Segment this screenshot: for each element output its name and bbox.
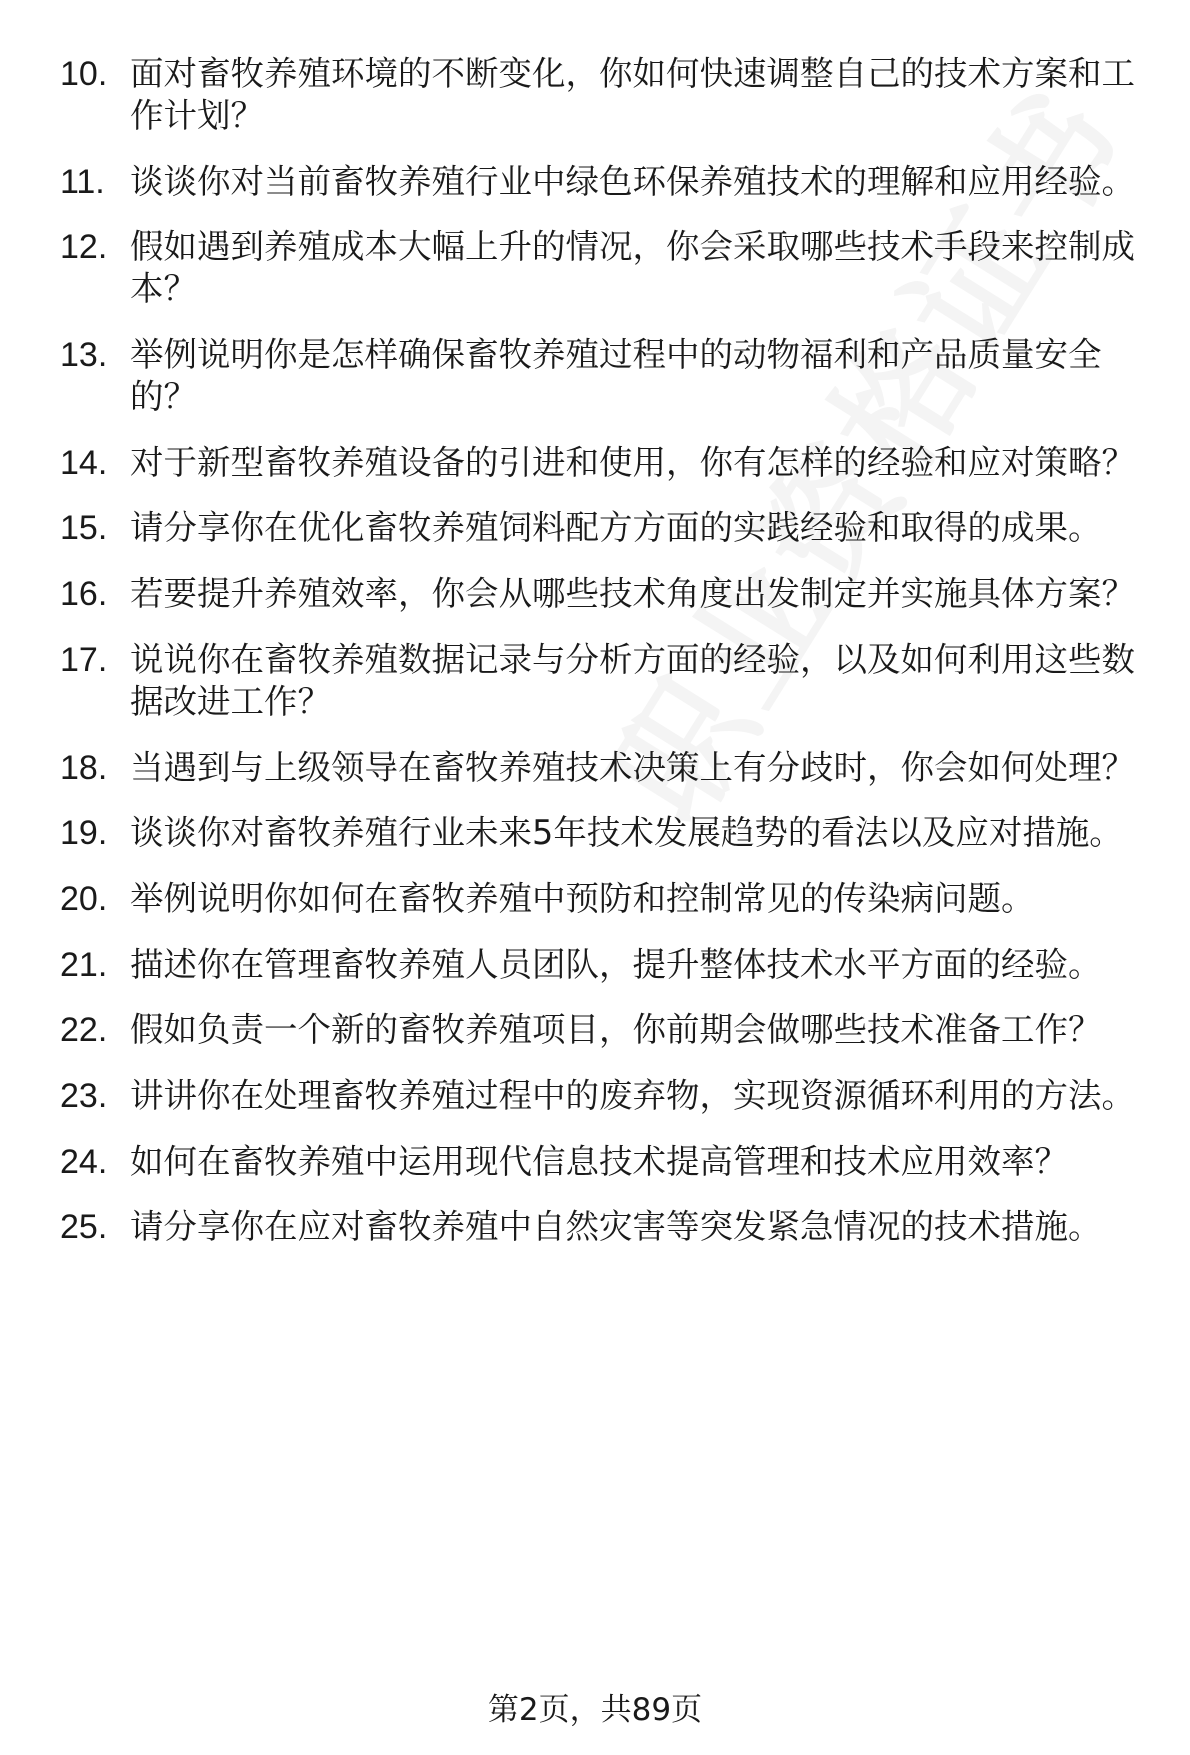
question-number: 18.: [60, 748, 108, 787]
question-number: 14.: [60, 443, 108, 482]
question-text: 请分享你在优化畜牧养殖饲料配方方面的实践经验和取得的成果。: [130, 508, 1102, 548]
question-item: [0, 442, 1150, 484]
question-number: 16.: [60, 575, 108, 614]
question-number: 12.: [60, 228, 108, 267]
question-text: 面对畜牧养殖环境的不断变化，你如何快速调整自己的技术方案和工作计划？: [130, 54, 1135, 135]
question-item: [0, 812, 1150, 854]
question-text: 谈谈你对当前畜牧养殖行业中绿色环保养殖技术的理解和应用经验。: [130, 161, 1135, 201]
question-item: [0, 878, 1150, 920]
question-number: 24.: [60, 1142, 108, 1181]
question-list: [0, 53, 1190, 1272]
question-item: [0, 226, 1150, 310]
question-item: [0, 1206, 1150, 1248]
question-text: 谈谈你对畜牧养殖行业未来5年技术发展趋势的看法以及应对措施。: [130, 813, 1123, 853]
question-item: [0, 334, 1150, 418]
question-item: [0, 1075, 1150, 1117]
question-text: 假如遇到养殖成本大幅上升的情况，你会采取哪些技术手段来控制成本？: [130, 227, 1135, 309]
question-text: 假如负责一个新的畜牧养殖项目，你前期会做哪些技术准备工作？: [130, 1010, 1102, 1050]
question-number: 13.: [60, 336, 108, 375]
question-text: 请分享你在应对畜牧养殖中自然灾害等突发紧急情况的技术措施。: [130, 1207, 1102, 1247]
question-text: 讲讲你在处理畜牧养殖过程中的废弃物，实现资源循环利用的方法。: [130, 1075, 1135, 1115]
question-item: [0, 1009, 1150, 1051]
question-number: 19.: [60, 814, 108, 853]
question-text: 举例说明你如何在畜牧养殖中预防和控制常见的传染病问题。: [130, 878, 1035, 918]
question-number: 20.: [60, 879, 108, 918]
question-text: 对于新型畜牧养殖设备的引进和使用，你有怎样的经验和应对策略？: [130, 442, 1135, 482]
question-number: 21.: [60, 945, 108, 984]
question-number: 10.: [60, 55, 108, 93]
question-text: 描述你在管理畜牧养殖人员团队，提升整体技术水平方面的经验。: [130, 944, 1102, 984]
question-number: 11.: [60, 162, 105, 201]
question-text: 若要提升养殖效率，你会从哪些技术角度出发制定并实施具体方案？: [130, 574, 1135, 614]
question-item: [0, 1141, 1150, 1183]
page-footer: 第2页，共89页: [487, 1692, 703, 1728]
question-item: [0, 747, 1150, 789]
question-item: [0, 507, 1150, 549]
question-number: 17.: [60, 640, 108, 679]
question-item: [0, 573, 1150, 615]
question-number: 22.: [60, 1011, 108, 1050]
question-text: 如何在畜牧养殖中运用现代信息技术提高管理和技术应用效率？: [130, 1141, 1068, 1181]
question-text: 当遇到与上级领导在畜牧养殖技术决策上有分歧时，你会如何处理？: [130, 747, 1135, 787]
question-number: 15.: [60, 509, 108, 548]
question-item: [0, 161, 1150, 203]
question-text: 举例说明你是怎样确保畜牧养殖过程中的动物福利和产品质量安全的？: [130, 335, 1102, 417]
question-text: 说说你在畜牧养殖数据记录与分析方面的经验，以及如何利用这些数据改进工作？: [130, 639, 1135, 721]
question-item: [0, 639, 1150, 723]
question-item: [0, 944, 1150, 986]
question-number: 25.: [60, 1208, 108, 1247]
question-number: 23.: [60, 1076, 108, 1115]
question-item: [0, 53, 1150, 137]
